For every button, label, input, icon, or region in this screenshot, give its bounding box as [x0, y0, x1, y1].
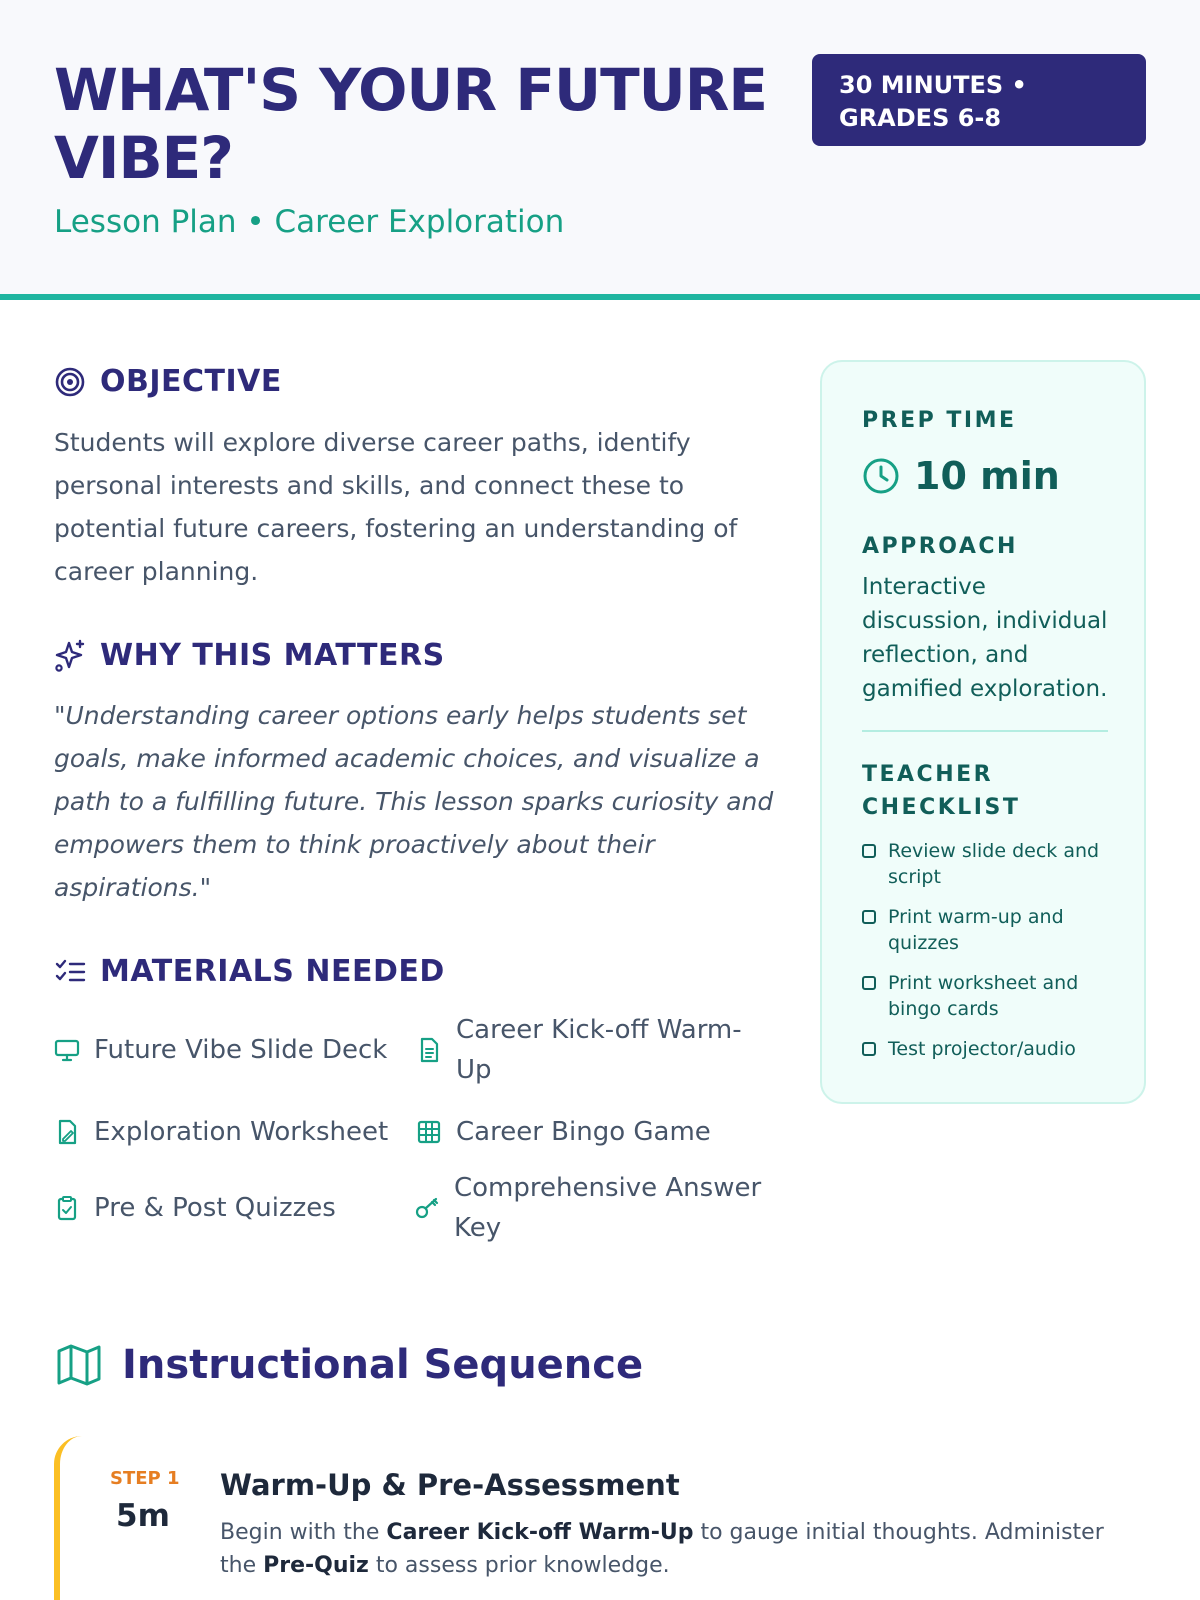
why-heading-label: WHY THIS MATTERS: [100, 638, 445, 673]
materials-heading-label: MATERIALS NEEDED: [100, 954, 445, 989]
checklist-item[interactable]: [862, 1036, 1112, 1062]
material-item: [416, 1104, 766, 1160]
material-label: Future Vibe Slide Deck: [94, 1035, 388, 1065]
checklist-item[interactable]: [862, 838, 1112, 890]
checklist-item-label: Print worksheet and bingo cards: [888, 972, 1079, 1020]
material-label: Exploration Worksheet: [94, 1117, 389, 1147]
material-item: [54, 1010, 404, 1090]
target-icon: [54, 366, 86, 398]
material-item: [416, 1010, 766, 1090]
approach-label: APPROACH: [862, 534, 1018, 559]
lesson-sidebar: [820, 360, 1146, 1104]
duration-grade-badge: [812, 54, 1146, 146]
checklist-label: [862, 758, 1020, 824]
material-label: Comprehensive Answer Key: [454, 1173, 762, 1243]
materials-heading: [54, 954, 445, 989]
prep-time-text: 10 min: [914, 454, 1060, 498]
lesson-header: [0, 0, 1200, 300]
checklist-label-line: CHECKLIST: [862, 795, 1021, 820]
prep-time-label: PREP TIME: [862, 408, 1017, 433]
step-duration: 5m: [116, 1498, 170, 1534]
objective-heading: [54, 364, 282, 399]
step-desc-emphasis: Career Kick-off Warm-Up: [386, 1520, 694, 1545]
clipboard-check-icon: [54, 1195, 80, 1221]
checklist-item-label: Print warm-up and quizzes: [888, 906, 1064, 954]
material-label: Career Kick-off Warm-Up: [456, 1015, 742, 1085]
checkbox[interactable]: [862, 844, 876, 858]
checklist-label-line: TEACHER: [862, 762, 994, 787]
why-heading: [54, 638, 445, 673]
checkbox[interactable]: [862, 1042, 876, 1056]
document-icon: [416, 1037, 442, 1063]
step-desc-text: to assess prior knowledge.: [368, 1553, 670, 1578]
material-item: [54, 1104, 404, 1160]
checklist-icon: [54, 957, 86, 987]
step-desc-emphasis: Pre-Quiz: [263, 1553, 369, 1578]
file-edit-icon: [54, 1119, 80, 1145]
material-label: Career Bingo Game: [456, 1117, 711, 1147]
step-desc-text: Begin with the: [220, 1520, 387, 1545]
step-number: STEP 1: [110, 1468, 180, 1489]
sparkles-icon: [54, 639, 86, 673]
clock-icon: [862, 457, 900, 495]
checklist-item-label: Review slide deck and script: [888, 840, 1100, 888]
checkbox[interactable]: [862, 910, 876, 924]
objective-text: Students will explore diverse career paths, identify personal interests and skills, and connect these to potential future careers, fostering an understanding of career planning.: [54, 428, 738, 586]
sidebar-divider: [862, 730, 1108, 732]
sequence-heading-label: Instructional Sequence: [122, 1342, 644, 1388]
page-title: WHAT'S YOUR FUTURE VIBE?: [54, 56, 768, 192]
page-subtitle: Lesson Plan • Career Exploration: [54, 204, 565, 240]
objective-heading-label: OBJECTIVE: [100, 364, 282, 399]
material-item: [54, 1168, 404, 1248]
step-description: [220, 1516, 1140, 1582]
approach-text: Interactive discussion, individual reflection, and gamified exploration.: [862, 574, 1108, 702]
why-quote: "Understanding career options early helps students set goals, make informed academic choices, and visualize a path to a fulfilling future. This lesson sparks curiosity and empowers them to think proactively about their aspirations.": [54, 701, 774, 902]
step-title: Warm-Up & Pre-Assessment: [220, 1468, 680, 1502]
step-desc-text: to gauge initial thoughts. Administer the: [220, 1520, 1104, 1578]
monitor-icon: [54, 1037, 80, 1063]
badge-grades: GRADES 6-8: [839, 104, 1002, 132]
map-icon: [56, 1343, 102, 1387]
checklist-item-label: Test projector/audio: [888, 1038, 1076, 1060]
checkbox[interactable]: [862, 976, 876, 990]
material-item: [414, 1168, 764, 1248]
key-icon: [414, 1195, 440, 1221]
prep-time-value: [862, 454, 1060, 498]
sequence-step: [54, 1436, 1146, 1600]
sequence-heading: [56, 1342, 643, 1388]
badge-duration: 30 MINUTES •: [839, 71, 1027, 99]
grid-icon: [416, 1119, 442, 1145]
checklist-item[interactable]: [862, 904, 1112, 956]
checklist-item[interactable]: [862, 970, 1112, 1022]
material-label: Pre & Post Quizzes: [94, 1193, 336, 1223]
